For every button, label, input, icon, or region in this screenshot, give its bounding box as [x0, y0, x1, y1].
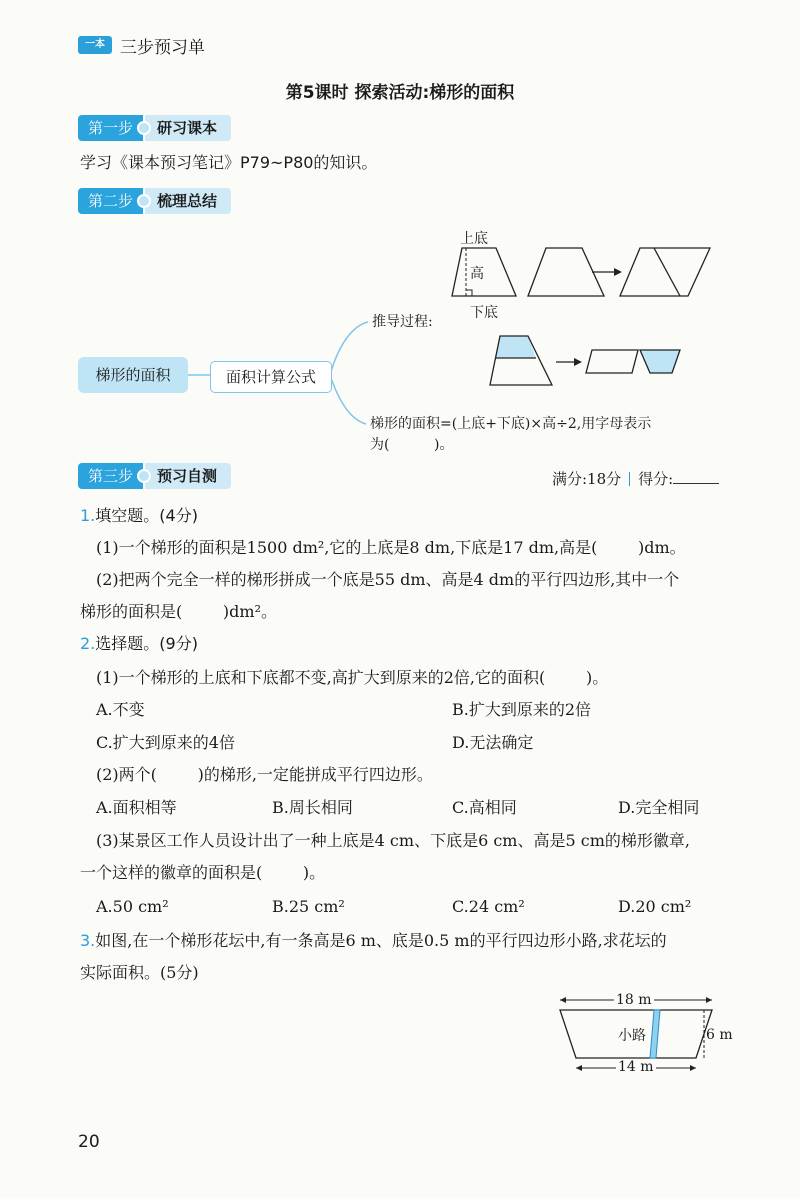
q2-sub2: (2)两个( )的梯形,一定能拼成平行四边形。	[96, 765, 433, 784]
q3-number: 3.	[80, 931, 96, 950]
q2-sub2-option-a[interactable]: A.面积相等	[96, 798, 177, 817]
q2-sub3-option-c[interactable]: C.24 cm²	[452, 897, 525, 916]
mindmap-main-node: 梯形的面积	[78, 357, 188, 393]
fig-height-label: 高	[470, 266, 484, 282]
step-dot-icon	[137, 121, 151, 135]
score-blank[interactable]	[673, 469, 719, 484]
fig-top-label: 上底	[460, 231, 488, 247]
step1-name: 研习课本	[145, 115, 231, 141]
q2-sub3-option-b[interactable]: B.25 cm²	[272, 897, 345, 916]
q2-sub3-line2: 一个这样的徽章的面积是( )。	[80, 863, 326, 882]
formula-line1: 梯形的面积=(上底+下底)×高÷2,用字母表示	[370, 416, 652, 432]
fig-top-length: 18 m	[616, 992, 652, 1008]
trapezoid-height-figure	[452, 248, 516, 296]
q2-title	[80, 633, 198, 655]
step3-name: 预习自测	[145, 463, 231, 489]
q2-title-text: 选择题。(9分)	[95, 634, 198, 653]
q2-sub1-option-a[interactable]: A.不变	[96, 700, 145, 719]
fig-path-label: 小路	[618, 1028, 646, 1044]
rearranged-figure	[586, 350, 680, 373]
q2-sub3-option-d[interactable]: D.20 cm²	[618, 897, 692, 916]
step-dot-icon	[137, 194, 151, 208]
q1-sub2-line2: 梯形的面积是( )dm²。	[80, 602, 278, 621]
q1-title	[80, 505, 198, 527]
cut-trapezoid-figure	[490, 336, 552, 385]
q2-sub1: (1)一个梯形的上底和下底都不变,高扩大到原来的2倍,它的面积( )。	[96, 668, 609, 687]
q2-sub3-option-a[interactable]: A.50 cm²	[96, 897, 169, 916]
formula-line2: 为( )。	[370, 437, 454, 453]
q3-line1-text: 如图,在一个梯形花坛中,有一条高是6 m、底是0.5 m的平行四边形小路,求花坛的	[95, 931, 667, 950]
q3-line2: 实际面积。(5分)	[80, 963, 199, 982]
mindmap-sub-node: 面积计算公式	[210, 361, 332, 393]
q1-sub2-line1: (2)把两个完全一样的梯形拼成一个底是55 dm、高是4 dm的平行四边形,其中一个	[96, 570, 680, 589]
fig-height-length: 6 m	[706, 1027, 733, 1043]
step1-tag: 第一步	[78, 115, 143, 141]
brand-badge: 一本	[78, 36, 112, 54]
mindmap-connectors	[0, 0, 800, 470]
page-number: 20	[78, 1132, 100, 1152]
score-divider	[629, 472, 630, 486]
q1-number: 1.	[80, 506, 96, 525]
step3-header	[78, 463, 231, 489]
q2-sub1-option-b[interactable]: B.扩大到原来的2倍	[452, 700, 592, 719]
fig-bottom-length: 14 m	[618, 1059, 654, 1075]
arrow-icon	[592, 268, 622, 276]
step2-tag: 第二步	[78, 188, 143, 214]
arrow-icon	[556, 358, 582, 366]
brand-title: 三步预习单	[120, 38, 205, 58]
score-box	[552, 468, 719, 489]
parallelogram-figure	[620, 248, 710, 296]
q2-sub3-line1: (3)某景区工作人员设计出了一种上底是4 cm、下底是6 cm、高是5 cm的梯形徽章,	[96, 831, 690, 850]
q2-sub2-option-d[interactable]: D.完全相同	[618, 798, 700, 817]
page-title: 第5课时 探索活动:梯形的面积	[285, 83, 515, 103]
q2-sub1-option-c[interactable]: C.扩大到原来的4倍	[96, 733, 235, 752]
step-dot-icon	[137, 469, 151, 483]
fig-bottom-label: 下底	[470, 305, 498, 321]
derivation-label: 推导过程:	[372, 314, 433, 330]
step3-tag: 第三步	[78, 463, 143, 489]
q2-number: 2.	[80, 634, 96, 653]
score-total: 满分:18分	[552, 470, 622, 488]
q1-title-text: 填空题。(4分)	[95, 506, 198, 525]
step2-name: 梳理总结	[145, 188, 231, 214]
q1-sub1: (1)一个梯形的面积是1500 dm²,它的上底是8 dm,下底是17 dm,高是( )dm。	[96, 538, 686, 557]
q2-sub1-option-d[interactable]: D.无法确定	[452, 733, 534, 752]
step1-text: 学习《课本预习笔记》P79~P80的知识。	[80, 153, 378, 172]
q2-sub2-option-c[interactable]: C.高相同	[452, 798, 517, 817]
q2-sub2-option-b[interactable]: B.周长相同	[272, 798, 353, 817]
q3-line1	[80, 930, 667, 952]
score-got-label: 得分:	[638, 470, 674, 488]
